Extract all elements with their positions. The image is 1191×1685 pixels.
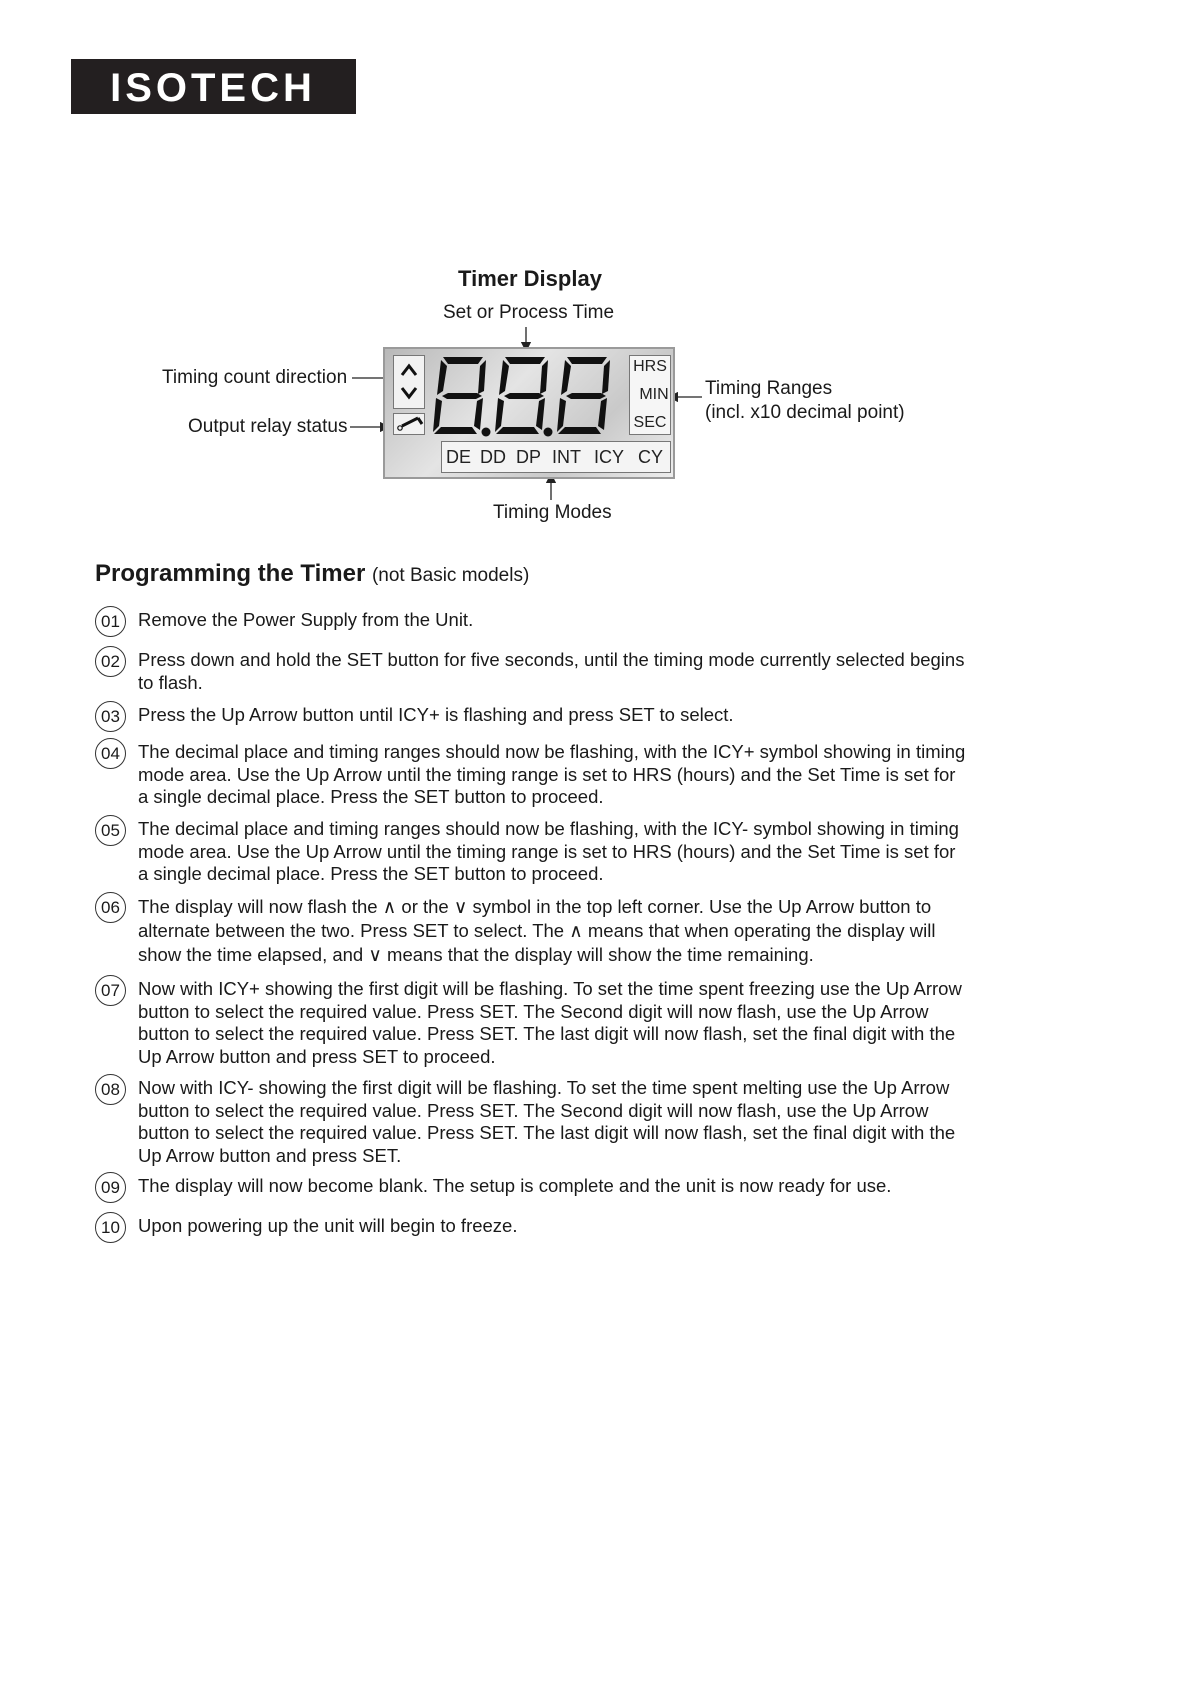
mode-de: DE bbox=[446, 447, 472, 467]
timer-lcd-display bbox=[383, 347, 675, 479]
callout-ranges-line2: (incl. x10 decimal point) bbox=[705, 402, 905, 423]
seven-segment-digits bbox=[429, 353, 619, 439]
step-text: The decimal place and timing ranges should now be flashing, with the ICY- symbol showing in timing mode area. Use the Up Arrow until the timing range is set to HRS (hours) and the Set Time is set for a single decimal place. Press the SET button to proceed. bbox=[138, 818, 959, 884]
step-number: 04 bbox=[95, 738, 126, 769]
section-heading bbox=[95, 560, 529, 588]
digit-3 bbox=[557, 357, 610, 434]
step-number: 08 bbox=[95, 1074, 126, 1105]
step-number: 06 bbox=[95, 892, 126, 923]
step-number: 01 bbox=[95, 606, 126, 637]
callout-set-time: Set or Process Time bbox=[443, 302, 615, 323]
direction-arrows-icon bbox=[394, 356, 424, 408]
digit-2 bbox=[495, 357, 553, 437]
logo-text: ISOTECH bbox=[110, 66, 316, 110]
section-subtitle: (not Basic models) bbox=[371, 565, 530, 586]
callout-ranges-line1: Timing Ranges bbox=[705, 378, 833, 399]
step-text: Press down and hold the SET button for five seconds, until the timing mode currently selected begins to flash. bbox=[138, 649, 965, 693]
callout-direction: Timing count direction bbox=[162, 367, 348, 388]
step-text: Press the Up Arrow button until ICY+ is flashing and press SET to select. bbox=[138, 704, 734, 725]
step-text: Remove the Power Supply from the Unit. bbox=[138, 609, 474, 630]
callout-modes: Timing Modes bbox=[493, 502, 612, 523]
diagram-title: Timer Display bbox=[458, 266, 602, 291]
mode-dd: DD bbox=[480, 447, 506, 467]
range-hrs: HRS bbox=[633, 358, 667, 375]
mode-int: INT bbox=[552, 447, 581, 467]
mode-bar bbox=[441, 441, 671, 473]
relay-box bbox=[393, 413, 425, 435]
step-text: The display will now become blank. The setup is complete and the unit is now ready for use. bbox=[138, 1175, 892, 1196]
range-sec: SEC bbox=[633, 414, 667, 431]
step-text: Upon powering up the unit will begin to freeze. bbox=[138, 1215, 518, 1236]
step-number: 07 bbox=[95, 975, 126, 1006]
step-number: 03 bbox=[95, 701, 126, 732]
range-box bbox=[629, 355, 671, 435]
step-number: 09 bbox=[95, 1172, 126, 1203]
digit-1 bbox=[433, 357, 491, 437]
step-number: 10 bbox=[95, 1212, 126, 1243]
mode-cy: CY bbox=[638, 447, 664, 467]
mode-icy: ICY bbox=[594, 447, 625, 467]
range-min: MIN bbox=[639, 386, 669, 403]
step-text: The display will now flash the ∧ or the ∨ symbol in the top left corner. Use the Up Arrow button to alternate between the two. Press SET to select. The ∧ means that when operating the display will show the time elapsed, and ∨ means that the display will show the time remaining. bbox=[138, 896, 936, 965]
callout-relay: Output relay status bbox=[188, 416, 348, 437]
section-title: Programming the Timer bbox=[95, 560, 366, 587]
direction-box bbox=[393, 355, 425, 409]
mode-dp: DP bbox=[516, 447, 542, 467]
step-text: Now with ICY- showing the first digit will be flashing. To set the time spent melting use the Up Arrow button to select the required value. Press SET. The Second digit will now flash, use the Up Arrow button to select the required value. Press SET. The last digit will now flash, set the final digit with the Up Arrow button and press SET. bbox=[138, 1077, 956, 1166]
step-number: 02 bbox=[95, 646, 126, 677]
step-text: The decimal place and timing ranges should now be flashing, with the ICY+ symbol showing in timing mode area. Use the Up Arrow until the timing range is set to HRS (hours) and the Set Time is set for a single decimal place. Press the SET button to proceed. bbox=[138, 741, 966, 807]
relay-switch-icon bbox=[394, 414, 424, 434]
step-text: Now with ICY+ showing the first digit will be flashing. To set the time spent freezing use the Up Arrow button to select the required value. Press SET. The Second digit will now flash, use the Up Arrow button to select the required value. Press SET. The last digit will now flash, set the final digit with the Up Arrow button and press SET to proceed. bbox=[138, 978, 962, 1067]
step-number: 05 bbox=[95, 815, 126, 846]
